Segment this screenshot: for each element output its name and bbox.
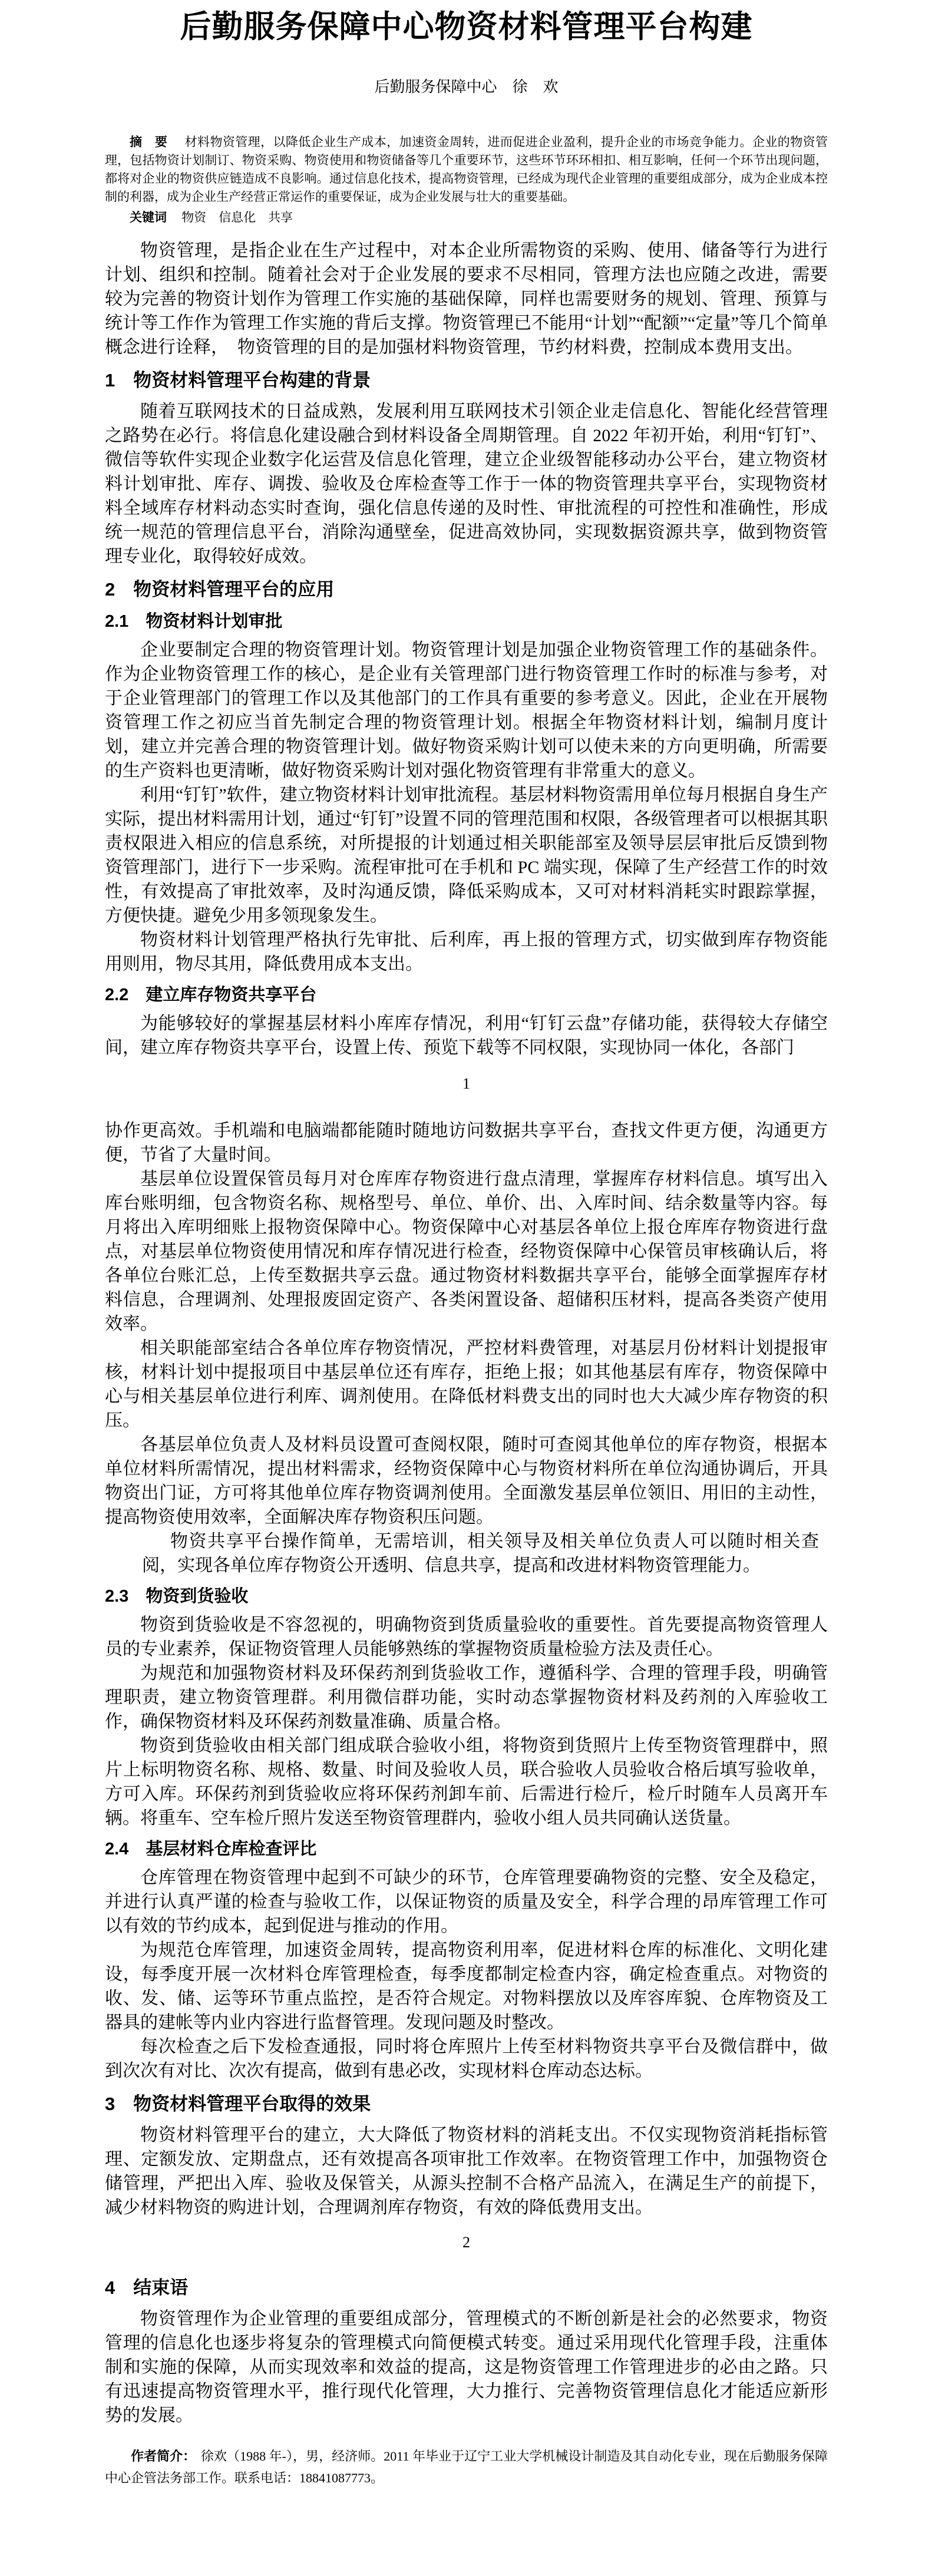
section-heading-2: 2 物资材料管理平台的应用 <box>105 579 335 600</box>
section2-4-paragraph-3: 每次检查之后下发检查通报，同时将仓库照片上传至材料物资共享平台及微信群中，做到次次有对比、次次有提高，做到有患必改，实现材料仓库动态达标。 <box>105 2037 828 2081</box>
section2-2-paragraph-1a: 为能够较好的掌握基层材料小库库存情况，利用“钉钉云盘”存储功能，获得较大存储空间，建立库存物资共享平台，设置上传、预览下载等不同权限，实现协同一体化，各部门 <box>105 1014 828 1057</box>
abstract-text: 材料物资管理，以降低企业生产成本，加速资金周转，进而促进企业盈利，提升企业的市场竞争能力。企业的物资管理，包括物资计划制订、物资采购、物资使用和物资储备等几个重要环节，这些环节环环相扣、相互影响，任何一个环节出现问题，都将对企业的物资供应链造成不良影响。通过信息化技术，提高物资管理，已经成为现代企业管理的重要组成部分，成为企业成本控制的利器，成为企业生产经营正常运作的重要保证，成为企业发展与壮大的重要基础。 <box>105 135 828 204</box>
section-heading-4: 4 结束语 <box>105 2277 189 2298</box>
page-title: 后勤服务保障中心物资材料管理平台构建 <box>180 9 753 44</box>
section2-1-paragraph-1: 企业要制定合理的物资管理计划。物资管理计划是加强企业物资管理工作的基础条件。作为企业物资管理工作的核心，是企业有关管理部门进行物资管理工作时的标准与参考，对于企业管理部门的管理工作以及其他部门的工作具有重要的参考意义。因此，企业在开展物资管理工作之初应当首先制定合理的物资管理计划。根据全年物资材料计划，编制月度计划，建立并完善合理的物资管理计划。做好物资采购计划可以使未来的方向更明确，所需要的生产资料也更清晰，做好物资采购计划对强化物资管理有非常重大的意义。 <box>105 640 828 781</box>
section-heading-2-4: 2.4 基层材料仓库检查评比 <box>105 1840 317 1859</box>
section2-1-paragraph-2: 利用“钉钉”软件，建立物资材料计划审批流程。基层材料物资需用单位每月根据自身生产实际，提出材料需用计划，通过“钉钉”设置不同的管理范围和权限，各级管理者可以根据其职责权限进入相应的信息系统，对所提报的计划通过相关职能部室及领导层层审批后反馈到物资管理部门，进行下一步采购。流程审批可在手机和 PC 端实现，保障了生产经营工作的时效性，有效提高了审批效率，及时沟通反馈，降低采购成本，又可对材料消耗实时跟踪掌握，方便快捷。避免少用多领现象发生。 <box>105 785 828 925</box>
section3-paragraph: 物资材料管理平台的建立，大大降低了物资材料的消耗支出。不仅实现物资消耗指标管理、定额发放、定期盘点，还有效提高各项审批工作效率。在物资管理工作中，加强物资仓储管理，严把出入库、验收及保管关，从源头控制不合格产品流入，在满足生产的前提下，减少材料物资的购进计划，合理调剂库存物资，有效的降低费用支出。 <box>105 2125 828 2217</box>
section2-2-paragraph-5: 物资共享平台操作简单，无需培训，相关领导及相关单位负责人可以随时相关查阅，实现各单位库存物资公开透明、信息共享，提高和改进材料物资管理能力。 <box>142 1532 819 1575</box>
section4-paragraph: 物资管理作为企业管理的重要组成部分，管理模式的不断创新是社会的必然要求，物资管理的信息化也逐步将复杂的管理模式向简便模式转变。通过采用现代化管理手段，注重体制和实施的保障，从而实现效率和效益的提高，这是物资管理工作管理进步的必由之路。只有迅速提高物资管理水平，推行现代化管理，大力推行、完善物资管理信息化才能适应新形势的发展。 <box>105 2309 828 2425</box>
section-heading-3: 3 物资材料管理平台取得的效果 <box>105 2094 371 2114</box>
section1-paragraph: 随着互联网技术的日益成熟，发展利用互联网技术引领企业走信息化、智能化经营管理之路势在必行。将信息化建设融合到材料设备全周期管理。自 2022 年初开始，利用“钉钉”、微信等软件实现企业数字化运营及信息化管理，建立企业级智能移动办公平台，建立物资材料计划审批、库存、调拨、验收及仓库检查等工作于一体的物资管理共享平台，实现物资材料全域库存材料动态实时查询，强化信息传递的及时性、审批流程的可控性和准确性，形成统一规范的管理信息平台，消除沟通壁垒，促进高效协同，实现数据资源共享，做到物资管理专业化，取得较好成效。 <box>105 402 828 566</box>
keywords-line <box>105 209 828 227</box>
section2-3-paragraph-1: 物资到货验收是不容忽视的，明确物资到货质量验收的重要性。首先要提高物资管理人员的专业素养，保证物资管理人员能够熟练的掌握物资质量检验方法及责任心。 <box>105 1615 828 1659</box>
section-heading-1: 1 物资材料管理平台构建的背景 <box>105 370 371 391</box>
section2-4-paragraph-2: 为规范仓库管理，加速资金周转，提高物资利用率，促进材料仓库的标准化、文明化建设，每季度开展一次材料仓库管理检查，每季度都制定检查内容，确定检查重点。对物资的收、发、储、运等环节重点监控，是否符合规定。对物料摆放以及库容库貌、仓库物资及工器具的建帐等内业内容进行监督管理。发现问题及时整改。 <box>105 1940 828 2032</box>
section2-2-paragraph-4: 各基层单位负责人及材料员设置可查阅权限，随时可查阅其他单位的库存物资，根据本单位材料所需情况，提出材料需求，经物资保障中心与物资材料所在单位沟通协调后，开具物资出门证，方可将其他单位库存物资调剂使用。全面激发基层单位领旧、用旧的主动性，提高物资使用效率，全面解决库存物资积压问题。 <box>105 1435 828 1527</box>
abstract <box>105 133 828 206</box>
section2-2-paragraph-3: 相关职能部室结合各单位库存物资情况，严控材料费管理，对基层月份材料计划提报审核，材料计划中提报项目中基层单位还有库存，拒绝上报；如其他基层有库存，物资保障中心与相关基层单位进行利库、调剂使用。在降低材料费支出的同时也大大减少库存物资的积压。 <box>105 1338 828 1430</box>
keywords-label: 关键词 <box>130 211 167 224</box>
page-number-2: 2 <box>462 2234 470 2251</box>
section2-2-paragraph-2: 基层单位设置保管员每月对仓库库存物资进行盘点清理，掌握库存材料信息。填写出入库台账明细，包含物资名称、规格型号、单位、单价、出、入库时间、结余数量等内容。每月将出入库明细账上报物资保障中心。物资保障中心对基层各单位上报仓库库存物资进行盘点，对基层单位物资使用情况和库存情况进行检查，经物资保障中心保管员审核确认后，将各单位台账汇总，上传至数据共享云盘。通过物资材料数据共享平台，能够全面掌握库存材料信息，合理调剂、处理报废固定资产、各类闲置设备、超储积压材料，提高各类资产使用效率。 <box>105 1169 828 1334</box>
byline: 后勤服务保障中心 徐 欢 <box>374 78 559 95</box>
section2-2-paragraph-1b: 协作更高效。手机端和电脑端都能随时随地访问数据共享平台，查找文件更方便，沟通更方便，节省了大量时间。 <box>105 1121 828 1165</box>
page-number-1: 1 <box>462 1075 470 1092</box>
author-bio-text: 徐欢（1988 年-），男，经济师。2011 年毕业于辽宁工业大学机械设计制造及其自动化专业，现在后勤服务保障中心企管法务部工作。联系电话：18841087773。 <box>105 2449 828 2485</box>
section2-1-paragraph-3: 物资材料计划管理严格执行先审批、后利库，再上报的管理方式，切实做到库存物资能用则用，物尽其用，降低费用成本支出。 <box>105 930 828 974</box>
intro-paragraph: 物资管理，是指企业在生产过程中，对本企业所需物资的采购、使用、储备等行为进行计划、组织和控制。随着社会对于企业发展的要求不尽相同，管理方法也应随之改进，需要较为完善的物资计划作为管理工作实施的基础保障，同样也需要财务的规划、管理、预算与统计等工作作为管理工作实施的背后支撑。物资管理已不能用“计划”“配额”“定量”等几个简单概念进行诠释， 物资管理的目的是加强材料物资管理，节约材料费，控制成本费用支出。 <box>105 241 828 357</box>
abstract-label: 摘 要 <box>130 135 168 149</box>
author-bio-label: 作者简介： <box>131 2449 196 2463</box>
section2-4-paragraph-1: 仓库管理在物资管理中起到不可缺少的环节，仓库管理要确物资的完整、安全及稳定，并进行认真严谨的检查与验收工作，以保证物资的质量及安全，科学合理的昂库管理工作可以有效的节约成本，起到促进与推动的作用。 <box>105 1868 828 1936</box>
keywords-text: 物资 信息化 共享 <box>181 210 293 224</box>
section-heading-2-3: 2.3 物资到货验收 <box>105 1587 249 1606</box>
section-heading-2-1: 2.1 物资材料计划审批 <box>105 612 283 631</box>
section-heading-2-2: 2.2 建立库存物资共享平台 <box>105 986 317 1004</box>
section2-3-paragraph-3: 物资到货验收由相关部门组成联合验收小组，将物资到货照片上传至物资管理群中，照片上标明物资名称、规格、数量、时间及验收人员，联合验收人员验收合格后填写验收单，方可入库。环保药剂到货验收应将环保药剂卸车前、后需进行检斤，检斤时随车人员离开车辆。将重车、空车检斤照片发送至物资管理群内，验收小组人员共同确认送货量。 <box>105 1736 828 1828</box>
author-bio <box>105 2445 828 2489</box>
section2-3-paragraph-2: 为规范和加强物资材料及环保药剂到货验收工作，遵循科学、合理的管理手段，明确管理职责，建立物资管理群。利用微信群功能，实时动态掌握物资材料及药剂的入库验收工作，确保物资材料及环保药剂数量准确、质量合格。 <box>105 1664 828 1731</box>
